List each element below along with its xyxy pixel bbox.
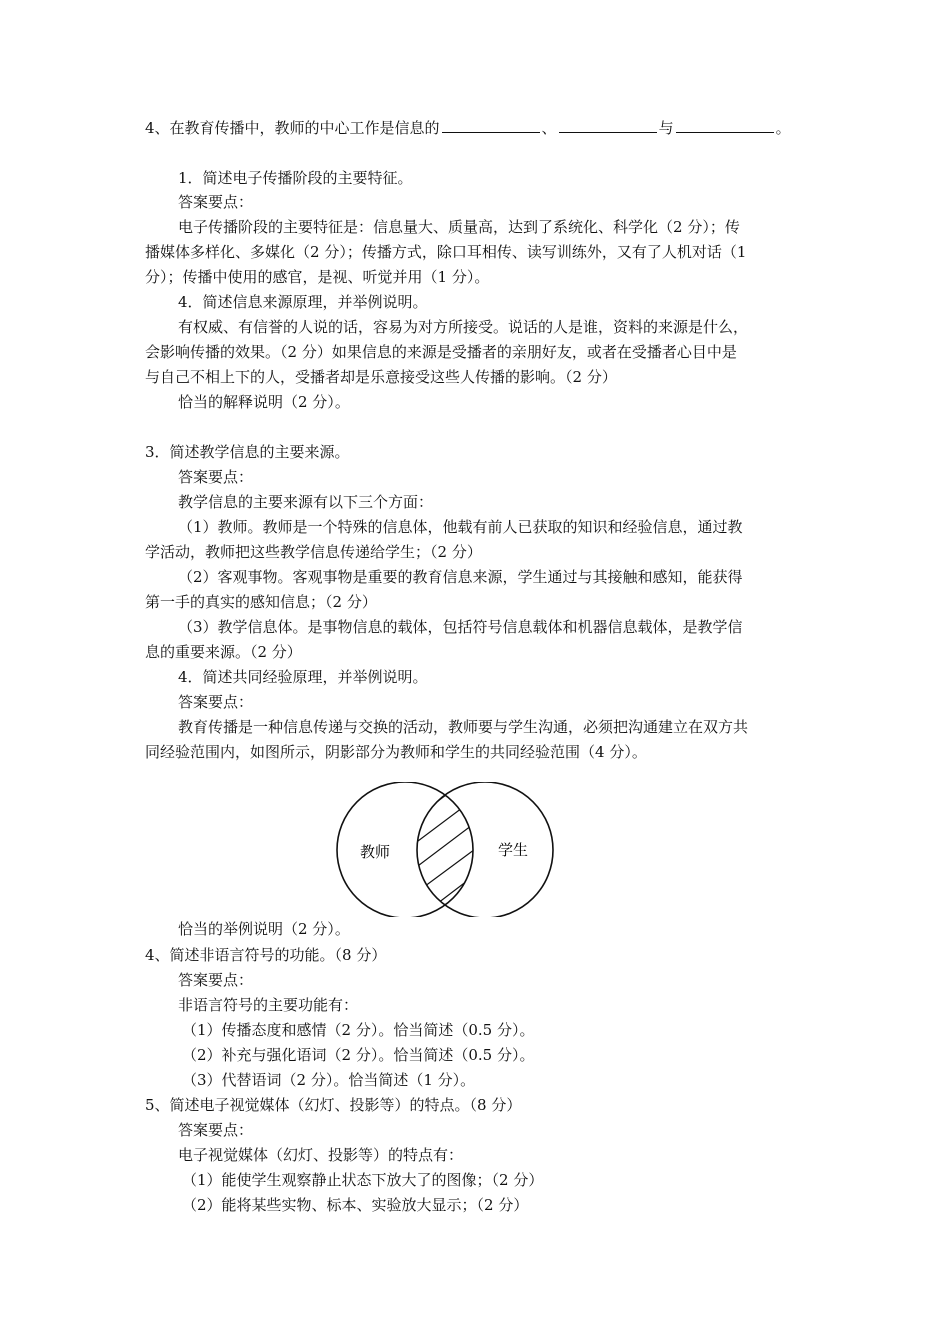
answer-text: 教育传播是一种信息传递与交换的活动，教师要与学生沟通，必须把沟通建立在双方共	[178, 718, 749, 736]
answer-label: 答案要点：	[178, 468, 254, 486]
list-item: （1）传播态度和感情（2 分）。恰当简述（0.5 分）。	[182, 1021, 535, 1039]
answer-text: 第一手的真实的感知信息；（2 分）	[145, 593, 377, 611]
fill-blank-question	[145, 116, 807, 140]
answer-text: （3）教学信息体。是事物信息的载体，包括符号信息载体和机器信息载体，是教学信	[178, 618, 743, 636]
teacher-label: 教师	[360, 843, 391, 861]
answer-text: （2）客观事物。客观事物是重要的教育信息来源，学生通过与其接触和感知，能获得	[178, 568, 743, 586]
answer-text: 播媒体多样化、多媒化（2 分）；传播方式，除口耳相传、读写训练外，又有了人机对话（1	[145, 243, 747, 261]
answer-text: 同经验范围内，如图所示，阴影部分为教师和学生的共同经验范围（4 分）。	[145, 743, 647, 761]
answer-label: 答案要点：	[178, 971, 254, 989]
venn-diagram	[330, 782, 560, 917]
question-title: 1．简述电子传播阶段的主要特征。	[178, 169, 413, 187]
answer-label: 答案要点：	[178, 1121, 254, 1139]
list-item: （3）代替语词（2 分）。恰当简述（1 分）。	[182, 1071, 476, 1089]
answer-text: 与自己不相上下的人，受播者却是乐意接受这些人传播的影响。（2 分）	[145, 368, 617, 386]
list-item: （2）能将某些实物、标本、实验放大显示；（2 分）	[182, 1196, 529, 1214]
fill-question-separator-1: 、	[541, 119, 557, 137]
fill-question-end: 。	[775, 119, 791, 137]
answer-text: 会影响传播的效果。（2 分）如果信息的来源是受播者的亲朋好友，或者在受播者心目中是	[145, 343, 737, 361]
answer-label: 答案要点：	[178, 693, 254, 711]
answer-blank-2[interactable]	[559, 131, 657, 133]
answer-text: 恰当的举例说明（2 分）。	[178, 920, 350, 938]
question-title: 3．简述教学信息的主要来源。	[145, 443, 350, 461]
student-label: 学生	[498, 841, 529, 859]
answer-text: 学活动，教师把这些教学信息传递给学生；（2 分）	[145, 543, 482, 561]
answer-text: 电子视觉媒体（幻灯、投影等）的特点有：	[178, 1146, 464, 1164]
answer-text: 有权威、有信誉的人说的话，容易为对方所接受。说话的人是谁，资料的来源是什么，	[178, 318, 749, 336]
answer-blank-1[interactable]	[442, 131, 540, 133]
question-title: 4、简述非语言符号的功能。（8 分）	[145, 946, 387, 964]
answer-blank-3[interactable]	[676, 131, 774, 133]
answer-text: 恰当的解释说明（2 分）。	[178, 393, 350, 411]
answer-text: （1）教师。教师是一个特殊的信息体，他载有前人已获取的知识和经验信息，通过教	[178, 518, 743, 536]
question-title: 5、简述电子视觉媒体（幻灯、投影等）的特点。（8 分）	[145, 1096, 522, 1114]
fill-question-text: 4、在教育传播中，教师的中心工作是信息的	[145, 119, 440, 137]
answer-label: 答案要点：	[178, 193, 254, 211]
answer-text: 电子传播阶段的主要特征是：信息量大、质量高，达到了系统化、科学化（2 分）；传	[178, 218, 740, 236]
fill-question-separator-2: 与	[658, 119, 674, 137]
answer-text: 非语言符号的主要功能有：	[178, 996, 359, 1014]
question-title: 4．简述信息来源原理，并举例说明。	[178, 293, 428, 311]
answer-text: 息的重要来源。（2 分）	[145, 643, 302, 661]
answer-text: 教学信息的主要来源有以下三个方面：	[178, 493, 434, 511]
list-item: （2）补充与强化语词（2 分）。恰当简述（0.5 分）。	[182, 1046, 535, 1064]
list-item: （1）能使学生观察静止状态下放大了的图像；（2 分）	[182, 1171, 544, 1189]
question-title: 4．简述共同经验原理，并举例说明。	[178, 668, 428, 686]
answer-text: 分）；传播中使用的感官，是视、听觉并用（1 分）。	[145, 268, 490, 286]
